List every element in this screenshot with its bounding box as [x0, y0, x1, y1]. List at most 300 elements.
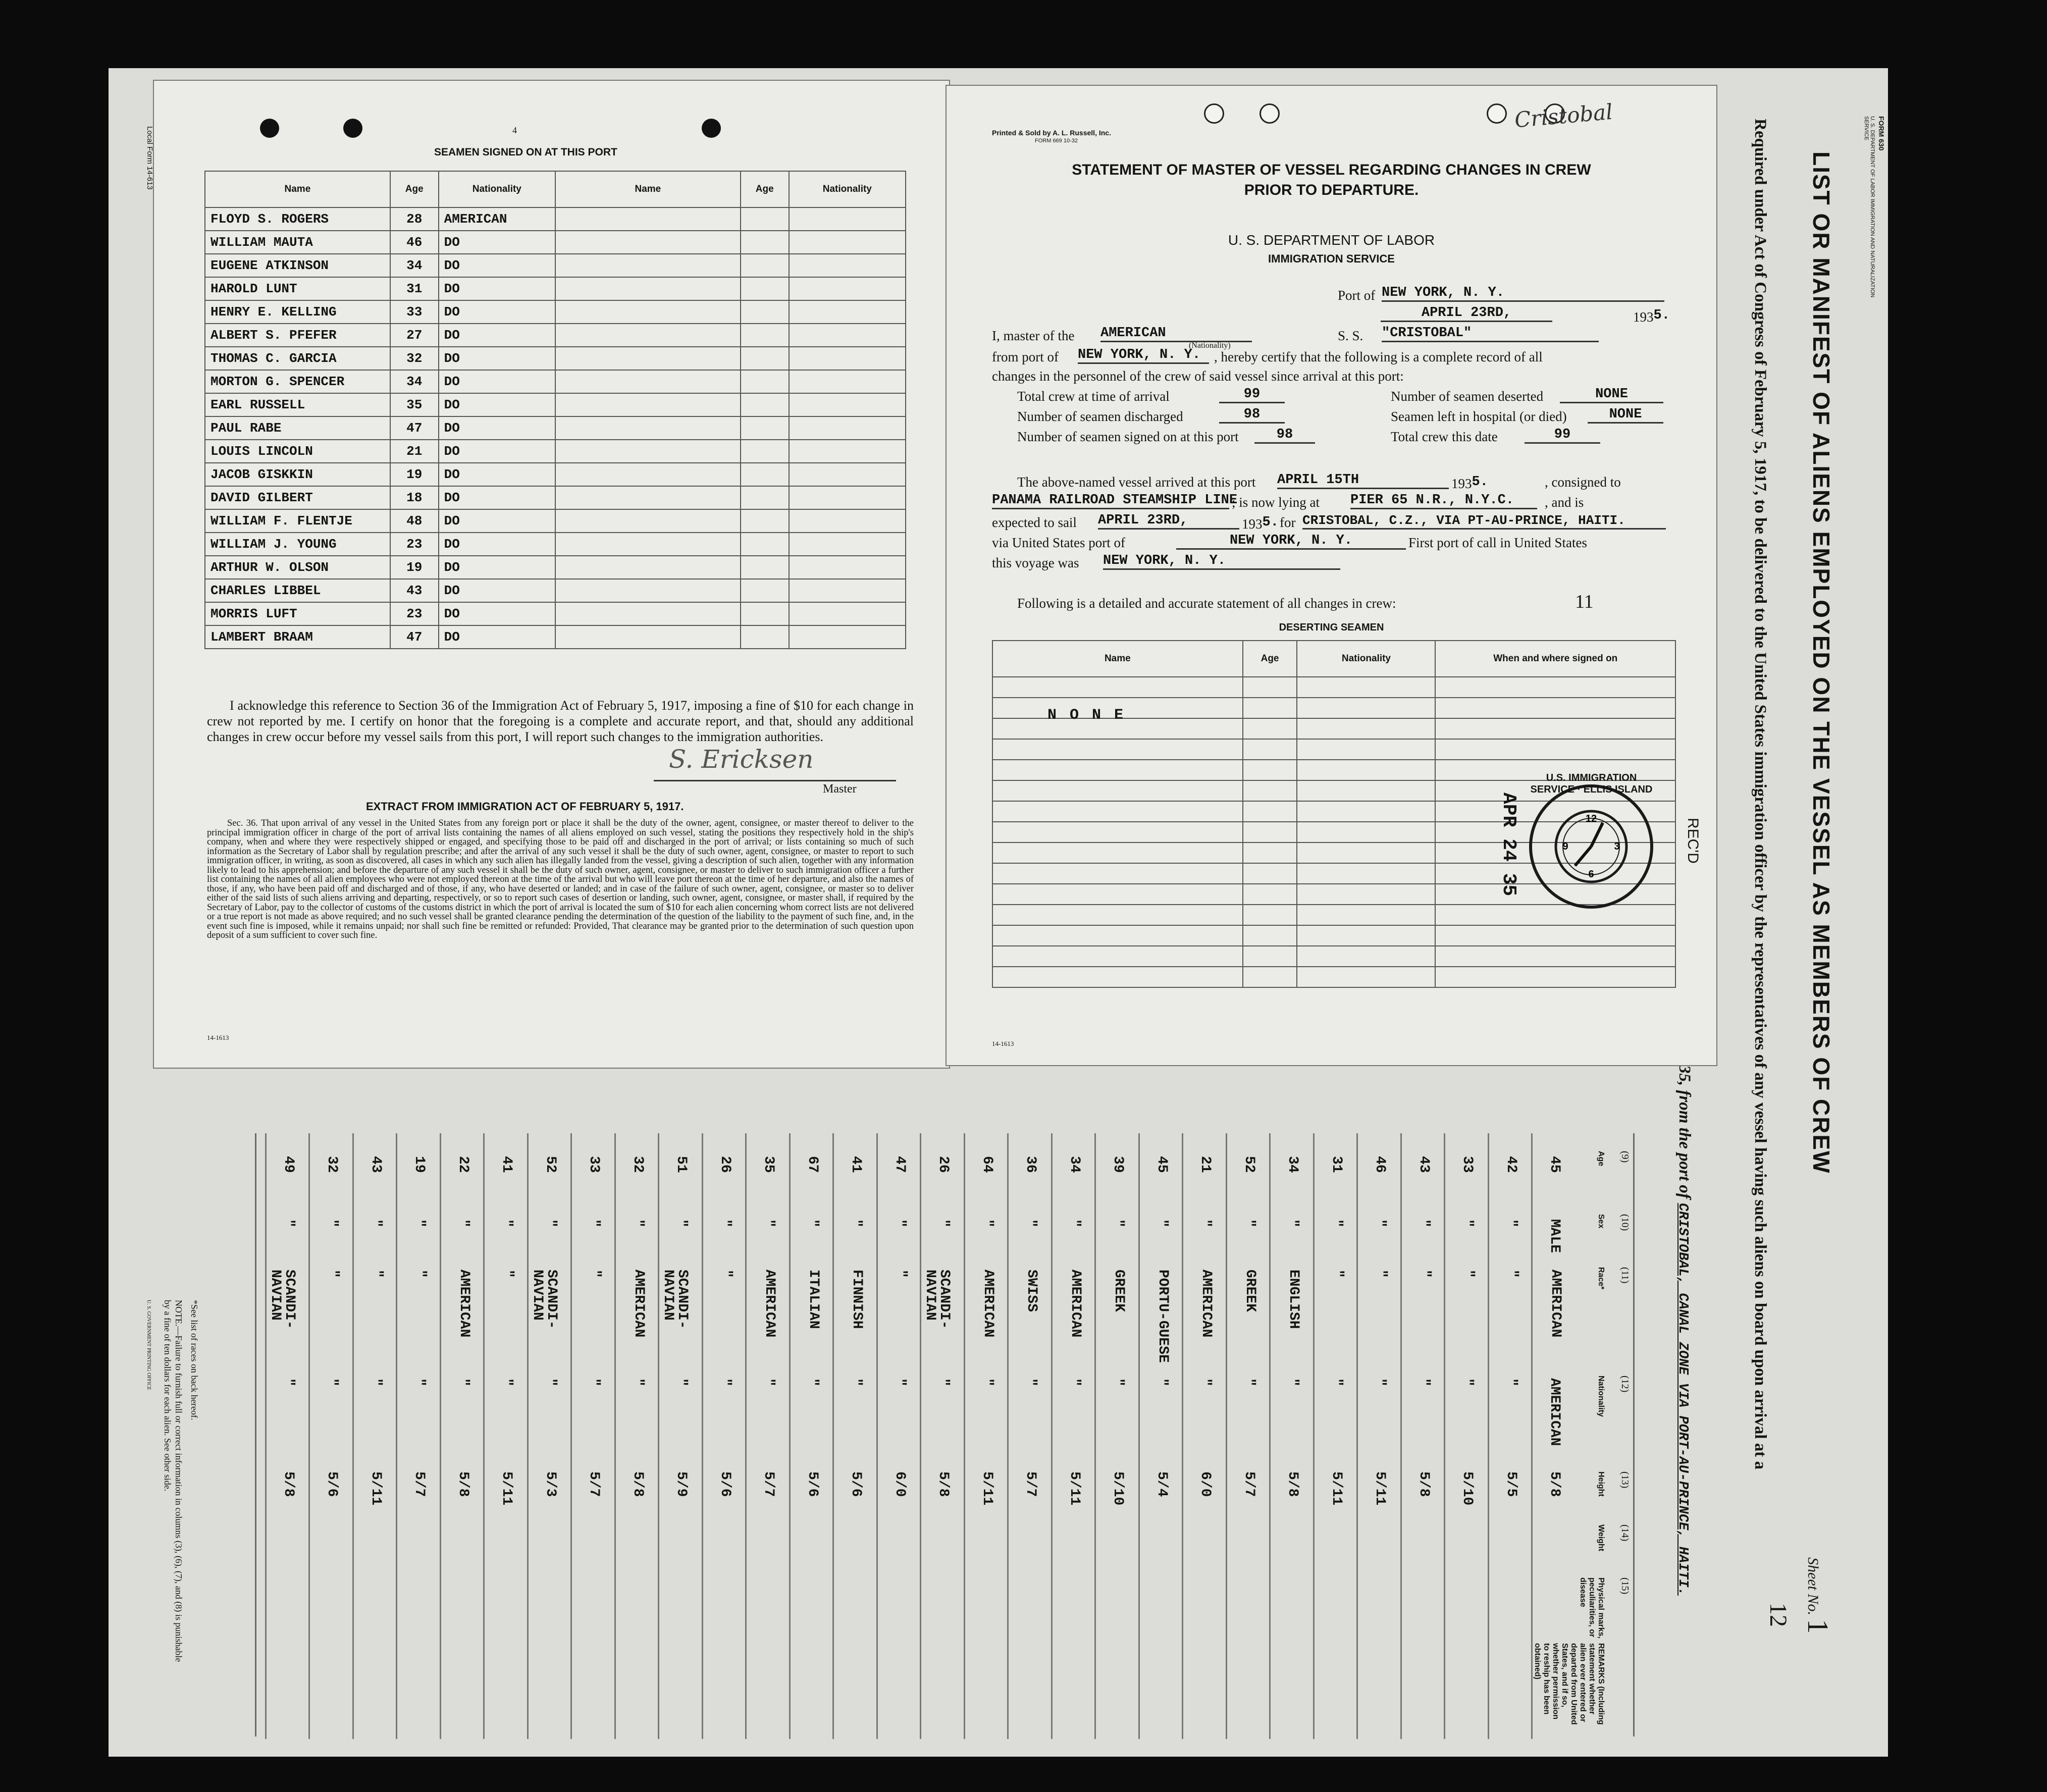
seaman-name: THOMAS C. GARCIA — [205, 347, 390, 370]
empty-cell — [1297, 760, 1435, 780]
none-entry: N O N E — [1047, 707, 1126, 724]
col-nationality-2: Nationality — [789, 171, 906, 207]
table-row — [205, 579, 906, 602]
stamp-recd: REC'D — [1685, 818, 1701, 864]
row-rule — [1356, 1133, 1358, 1739]
table-row — [992, 946, 1675, 967]
table-row — [205, 533, 906, 556]
manifest-race: AMERICAN — [980, 1270, 996, 1338]
seaman-name: WILLIAM F. FLENTJE — [205, 509, 390, 533]
manifest-sex: " — [1285, 1219, 1300, 1228]
seaman-name: LAMBERT BRAAM — [205, 625, 390, 649]
empty-cell — [1297, 967, 1435, 987]
empty-cell — [992, 905, 1243, 925]
empty-cell — [992, 842, 1243, 863]
manifest-nationality: AMERICAN — [1547, 1378, 1562, 1446]
table-row — [205, 602, 906, 625]
manifest-height: 5/7 — [1241, 1471, 1257, 1497]
manifest-sex: " — [499, 1219, 514, 1228]
col-age: Age — [390, 171, 439, 207]
signed-on-label: Number of seamen signed on at this port — [1017, 429, 1239, 444]
manifest-height: 5/11 — [1066, 1471, 1082, 1506]
empty-cell — [992, 822, 1243, 842]
table-row — [992, 967, 1675, 987]
manifest-race: AMERICAN — [631, 1270, 647, 1338]
seaman-name: EARL RUSSELL — [205, 393, 390, 416]
empty-cell — [555, 440, 741, 463]
seamen-heading: SEAMEN SIGNED ON AT THIS PORT — [434, 146, 617, 158]
manifest-sex: " — [280, 1219, 296, 1228]
manifest-nationality: " — [1153, 1378, 1170, 1387]
arrived-label: The above-named vessel arrived at this port — [1017, 475, 1256, 490]
table-row — [992, 925, 1675, 946]
from-port-label: from port of — [992, 349, 1059, 364]
port-line-prefix: 35, from the port of — [1675, 1065, 1694, 1199]
manifest-sex: " — [673, 1219, 689, 1228]
column-header: Race* — [1597, 1267, 1605, 1290]
seaman-nationality: DO — [439, 416, 555, 440]
manifest-race: " — [587, 1270, 603, 1278]
empty-cell — [741, 463, 789, 486]
seaman-nationality: DO — [439, 277, 555, 300]
manifest-age: 67 — [804, 1156, 820, 1173]
manifest-nationality: " — [1372, 1378, 1388, 1387]
empty-cell — [789, 556, 906, 579]
seaman-nationality: DO — [439, 533, 555, 556]
column-number: (10) — [1619, 1214, 1631, 1231]
manifest-height: 5/11 — [1372, 1471, 1388, 1506]
total-arrival-label: Total crew at time of arrival — [1017, 389, 1170, 404]
manifest-age: 31 — [1328, 1156, 1344, 1173]
empty-cell — [789, 602, 906, 625]
empty-cell — [992, 863, 1243, 884]
nationality-caption: (Nationality) — [1189, 341, 1231, 350]
svg-text:3: 3 — [1614, 841, 1620, 852]
arrived-year-prefix: 193 — [1451, 476, 1472, 491]
empty-cell — [1243, 801, 1297, 822]
manifest-sex: " — [717, 1219, 733, 1228]
col-nationality: Nationality — [439, 171, 555, 207]
table-row — [992, 739, 1675, 760]
manifest-nationality: " — [1459, 1378, 1475, 1387]
manifest-sex: MALE — [1547, 1219, 1562, 1253]
empty-cell — [992, 925, 1243, 946]
empty-cell — [1435, 925, 1675, 946]
changes-count: 11 — [1575, 591, 1594, 612]
seaman-nationality: DO — [439, 254, 555, 277]
row-rule — [265, 1133, 267, 1739]
seaman-nationality: DO — [439, 556, 555, 579]
service: IMMIGRATION SERVICE — [1268, 252, 1395, 265]
manifest-nationality: " — [979, 1378, 995, 1387]
seaman-age: 27 — [390, 324, 439, 347]
seaman-nationality: DO — [439, 440, 555, 463]
table-row — [205, 347, 906, 370]
manifest-race: " — [1329, 1270, 1345, 1278]
empty-cell — [789, 254, 906, 277]
row-rule — [352, 1133, 354, 1739]
row-rule — [308, 1133, 310, 1739]
manifest-race: " — [412, 1270, 428, 1278]
manifest-sex: " — [1459, 1219, 1475, 1228]
col-age-2: Age — [741, 171, 789, 207]
manifest-sex: " — [848, 1219, 864, 1228]
manifest-sex: " — [368, 1219, 384, 1228]
empty-cell — [555, 231, 741, 254]
row-rule — [658, 1133, 659, 1739]
empty-cell — [1297, 905, 1435, 925]
manifest-age: 36 — [1023, 1156, 1038, 1173]
seaman-nationality: AMERICAN — [439, 207, 555, 231]
column-number: (9) — [1619, 1151, 1631, 1163]
empty-cell — [555, 602, 741, 625]
manifest-sex: " — [935, 1219, 951, 1228]
empty-cell — [1243, 698, 1297, 718]
manifest-race: SCANDI-NAVIAN — [660, 1270, 690, 1329]
manifest-race: " — [500, 1270, 515, 1278]
col-when-signed: When and where signed on — [1435, 641, 1675, 677]
manifest-height: 5/4 — [1153, 1471, 1170, 1497]
empty-cell — [789, 486, 906, 509]
manifest-age: 64 — [979, 1156, 995, 1173]
seaman-age: 33 — [390, 300, 439, 324]
empty-cell — [992, 780, 1243, 801]
via-label: via United States port of — [992, 535, 1125, 550]
manifest-height: 5/8 — [1547, 1471, 1562, 1497]
empty-cell — [1435, 739, 1675, 760]
row-rule — [1313, 1133, 1315, 1739]
empty-cell — [992, 884, 1243, 905]
empty-cell — [741, 277, 789, 300]
for-label: for — [1280, 515, 1296, 530]
footnote-note: NOTE.—Failure to furnish full or correct information in columns (3), (6), (7), and (8) is punishable by a fine of ten dollars for each alien. See other side. — [163, 1300, 184, 1662]
manifest-nationality: " — [717, 1378, 733, 1387]
manifest-age: 51 — [673, 1156, 689, 1173]
manifest-age: 42 — [1503, 1156, 1519, 1173]
stamp-ring-text: U.S. IMMIGRATION SERVICE · ELLIS ISLAND — [1530, 772, 1653, 795]
empty-cell — [1297, 822, 1435, 842]
row-rule — [1094, 1133, 1096, 1739]
seaman-name: JACOB GISKKIN — [205, 463, 390, 486]
manifest-nationality: " — [1110, 1378, 1126, 1387]
manifest-sex: " — [542, 1219, 558, 1228]
manifest-nationality: " — [1023, 1378, 1038, 1387]
empty-cell — [789, 347, 906, 370]
row-rule — [1226, 1133, 1227, 1739]
seaman-name: LOUIS LINCOLN — [205, 440, 390, 463]
manifest-sex: " — [979, 1219, 995, 1228]
seaman-nationality: DO — [439, 579, 555, 602]
manifest-age: 22 — [455, 1156, 471, 1173]
manifest-height: 5/6 — [324, 1471, 340, 1497]
seaman-nationality: DO — [439, 300, 555, 324]
punch-hole — [260, 119, 279, 138]
empty-cell — [1435, 967, 1675, 987]
empty-cell — [555, 625, 741, 649]
empty-cell — [555, 277, 741, 300]
discharged-value: 98 — [1219, 407, 1285, 424]
manifest-height: 5/5 — [1503, 1471, 1519, 1497]
table-row — [205, 556, 906, 579]
manifest-height: 5/6 — [717, 1471, 733, 1497]
manifest-height: 5/8 — [1285, 1471, 1300, 1497]
column-header: REMARKS (Including statement whether alien ever entered or departed from United States, and if so, whether permission to reship has been obtained) — [1533, 1643, 1605, 1725]
manifest-nationality: " — [1415, 1378, 1432, 1387]
year-prefix: 193 — [1633, 309, 1654, 325]
manifest-nationality: " — [324, 1378, 340, 1387]
seaman-name: WILLIAM MAUTA — [205, 231, 390, 254]
ss-label: S. S. — [1338, 328, 1363, 343]
table-row — [205, 207, 906, 231]
row-rule — [1007, 1133, 1009, 1739]
manifest-nationality: " — [1241, 1378, 1257, 1387]
manifest-sex: " — [1066, 1219, 1082, 1228]
seaman-age: 21 — [390, 440, 439, 463]
row-rule — [1400, 1133, 1402, 1739]
port-line-value: CRISTOBAL, CANAL ZONE VIA PORT-AU-PRINCE, HAITI. — [1675, 1203, 1690, 1596]
statement-subtitle: PRIOR TO DEPARTURE. — [1244, 182, 1419, 198]
seaman-nationality: DO — [439, 324, 555, 347]
manifest-age: 49 — [280, 1156, 296, 1173]
extract-title: EXTRACT FROM IMMIGRATION ACT OF FEBRUARY 5, 1917. — [366, 800, 684, 813]
empty-cell — [555, 370, 741, 393]
deserting-heading: DESERTING SEAMEN — [1279, 622, 1384, 633]
left-sheet — [154, 81, 949, 1068]
column-header: Physical marks, peculiarities, or disease — [1579, 1577, 1605, 1639]
empty-cell — [741, 602, 789, 625]
manifest-sex: " — [1153, 1219, 1170, 1228]
port-value: NEW YORK, N. Y. — [1382, 285, 1664, 302]
signed-on-value: 98 — [1254, 427, 1315, 444]
manifest-sex: " — [1503, 1219, 1519, 1228]
extract-text: Sec. 36. That upon arrival of any vessel in the United States from any foreign port or place it shall be the duty of the owner, agent, consignee, or master thereof to deliver to the principal immigration officer in charge of the port of arrival lists containing the names of all aliens employed on such vessel, stating the positions they respectively hold in the ship's company, when and where they were respectively shipped or engaged, and specifying those to be paid off and discharged in the port of arrival; or lists containing so much of such information as the Secretary of Labor shall by regulation prescribe; and after the arrival of any such vessel it shall be the duty of such owner, agent, consignee, or master to report to such immigration officer, in writing, as soon as discovered, all cases in which any such alien has illegally landed from the vessel, giving a description of such alien, together with any information likely to lead to his apprehension; and before the departure of any such vessel it shall be the duty of such owner, agent, consignee, or master to deliver to such immigration officer a further list containing the names of all alien employees who were not employed thereon at the time of the arrival but who will leave port thereon at the time of her departure, and also the names of those, if any, who have been paid off and discharged and of those, if any, who have deserted or landed; and in case of the failure of such owner, agent, consignee, or master so to deliver either of the said lists of such aliens arriving and departing, respectively, or so to report such cases of desertion or landing, such owner, agent, consignee, or master shall, if required by the Secretary of Labor, pay to the collector of customs of the customs district in which the port of arrival is located the sum of $10 for each alien concerning whom correct lists are not delivered or a true report is not made as above required; and no such vessel shall be granted clearance pending the determination of the question of the liability to the payment of such fine, and, in the event such fine is imposed, while it remains unpaid; nor shall such fine be remitted or refunded: Provided, That clearance may be granted prior to the determination of such question upon deposit of a sum sufficient to cover such fine. — [207, 818, 914, 940]
empty-cell — [555, 393, 741, 416]
manifest-height: 5/11 — [499, 1471, 514, 1506]
seaman-name: DAVID GILBERT — [205, 486, 390, 509]
arrived-year-suffix: 5. — [1472, 475, 1488, 490]
empty-cell — [741, 347, 789, 370]
manifest-race: SWISS — [1024, 1270, 1039, 1312]
seaman-age: 23 — [390, 602, 439, 625]
empty-cell — [741, 579, 789, 602]
seaman-age: 34 — [390, 254, 439, 277]
sheet-label: Sheet No. — [1805, 1557, 1821, 1615]
seaman-age: 19 — [390, 556, 439, 579]
manifest-age: 34 — [1285, 1156, 1300, 1173]
manifest-height: 5/11 — [368, 1471, 384, 1506]
manifest-age: 39 — [1110, 1156, 1126, 1173]
seaman-age: 34 — [390, 370, 439, 393]
manifest-age: 21 — [1197, 1156, 1213, 1173]
total-date-value: 99 — [1525, 427, 1600, 444]
row-rule — [396, 1133, 397, 1739]
empty-cell — [992, 739, 1243, 760]
seaman-name: HAROLD LUNT — [205, 277, 390, 300]
empty-cell — [1297, 925, 1435, 946]
empty-cell — [789, 509, 906, 533]
empty-cell — [741, 556, 789, 579]
manifest-nationality: " — [280, 1378, 296, 1387]
column-header: Height — [1597, 1471, 1605, 1497]
empty-cell — [1243, 780, 1297, 801]
empty-cell — [789, 440, 906, 463]
manifest-age: 47 — [891, 1156, 908, 1173]
empty-cell — [741, 533, 789, 556]
table-row — [205, 254, 906, 277]
master-of-label: I, master of the — [992, 328, 1075, 343]
row-rule — [876, 1133, 878, 1739]
manifest-race: SCANDI-NAVIAN — [529, 1270, 559, 1329]
manifest-age: 19 — [411, 1156, 427, 1173]
seaman-name: WILLIAM J. YOUNG — [205, 533, 390, 556]
svg-text:9: 9 — [1562, 841, 1568, 852]
date-value: APRIL 23RD, — [1381, 305, 1552, 322]
seaman-name: FLOYD S. ROGERS — [205, 207, 390, 231]
total-arrival-value: 99 — [1219, 387, 1285, 403]
manifest-height: 5/8 — [280, 1471, 296, 1497]
hospital-label: Seamen left in hospital (or died) — [1391, 409, 1567, 424]
table-row — [992, 677, 1675, 698]
empty-cell — [789, 300, 906, 324]
empty-cell — [992, 946, 1243, 967]
manifest-sex: " — [804, 1219, 820, 1228]
voyage-value: NEW YORK, N. Y. — [1103, 553, 1340, 570]
empty-cell — [1243, 967, 1297, 987]
sheet-stamp: 12 — [1765, 1603, 1792, 1627]
empty-cell — [789, 579, 906, 602]
manifest-nationality: " — [586, 1378, 602, 1387]
manifest-age: 35 — [761, 1156, 776, 1173]
empty-cell — [789, 207, 906, 231]
ring-hole — [1259, 103, 1280, 124]
discharged-label: Number of seamen discharged — [1017, 409, 1183, 424]
manifest-race: ENGLISH — [1286, 1270, 1301, 1329]
empty-cell — [1297, 946, 1435, 967]
manifest-race: " — [1504, 1270, 1520, 1278]
empty-cell — [992, 760, 1243, 780]
manifest-height: 5/8 — [935, 1471, 951, 1497]
empty-cell — [555, 509, 741, 533]
seaman-age: 32 — [390, 347, 439, 370]
row-rule — [964, 1133, 965, 1739]
table-row — [205, 277, 906, 300]
manifest-race: AMERICAN — [762, 1270, 777, 1338]
empty-cell — [1243, 925, 1297, 946]
manifest-nationality: " — [1285, 1378, 1300, 1387]
master-signature: S. Ericksen — [669, 745, 814, 774]
empty-cell — [1243, 739, 1297, 760]
manifest-age: 33 — [1459, 1156, 1475, 1173]
manifest-sex: " — [1197, 1219, 1213, 1228]
seaman-nationality: DO — [439, 347, 555, 370]
andis-label: , and is — [1545, 495, 1584, 510]
seaman-age: 23 — [390, 533, 439, 556]
acknowledgement-text: I acknowledge this reference to Section 36 of the Immigration Act of February 5, 1917, imposing a fine of $10 for each change in crew not reported by me. I certify on honor that the foregoing is a complete and accurate report, and that, should any additional changes in crew occur before my vessel sails from this port, I will report such changes to the immigration authorities. — [207, 698, 914, 744]
expected-year-prefix: 193 — [1242, 516, 1263, 532]
manifest-height: 5/8 — [455, 1471, 471, 1497]
manifest-race: SCANDI-NAVIAN — [922, 1270, 952, 1329]
manifest-sex: " — [1372, 1219, 1388, 1228]
empty-cell — [741, 300, 789, 324]
seaman-name: MORTON G. SPENCER — [205, 370, 390, 393]
manifest-sex: " — [629, 1219, 646, 1228]
seaman-name: PAUL RABE — [205, 416, 390, 440]
row-rule — [1444, 1133, 1445, 1739]
year-suffix: 5. — [1653, 308, 1670, 323]
row-rule — [1488, 1133, 1489, 1739]
manifest-nationality: " — [891, 1378, 908, 1387]
seaman-age: 18 — [390, 486, 439, 509]
manifest-height: 5/7 — [761, 1471, 776, 1497]
empty-cell — [1243, 905, 1297, 925]
empty-cell — [555, 300, 741, 324]
certify-text: , hereby certify that the following is a complete record of all — [1214, 349, 1543, 364]
expected-year-suffix: 5. — [1262, 515, 1279, 530]
empty-cell — [992, 801, 1243, 822]
empty-cell — [741, 625, 789, 649]
manifest-age: 26 — [935, 1156, 951, 1173]
column-header: Weight — [1597, 1524, 1605, 1552]
manifest-height: 5/8 — [1415, 1471, 1432, 1497]
manifest-sex: " — [411, 1219, 427, 1228]
manifest-subtitle: Required under Act of Congress of February 5, 1917, to be delivered to the United States immigration officer by the representatives of any vessel having such aliens on board upon arrival at a — [1751, 119, 1769, 1469]
row-rule — [1269, 1133, 1271, 1739]
column-number: (11) — [1619, 1267, 1631, 1284]
empty-cell — [555, 207, 741, 231]
statement-title: STATEMENT OF MASTER OF VESSEL REGARDING CHANGES IN CREW — [1072, 162, 1591, 178]
manifest-height: 5/10 — [1459, 1471, 1475, 1506]
manifest-race: AMERICAN — [1198, 1270, 1214, 1338]
via-value: NEW YORK, N. Y. — [1176, 533, 1406, 550]
manifest-race: GREEK — [1111, 1270, 1127, 1312]
empty-cell — [741, 231, 789, 254]
manifest-age: 45 — [1547, 1156, 1562, 1173]
seaman-age: 43 — [390, 579, 439, 602]
ring-hole — [1204, 103, 1224, 124]
empty-cell — [1297, 842, 1435, 863]
manifest-height: 5/7 — [586, 1471, 602, 1497]
first-call-label: First port of call in United States — [1408, 535, 1587, 550]
manifest-title: LIST OR MANIFEST OF ALIENS EMPLOYED ON THE VESSEL AS MEMBERS OF CREW — [1808, 151, 1834, 1174]
empty-cell — [741, 440, 789, 463]
empty-cell — [741, 370, 789, 393]
expected-value: APRIL 23RD, — [1098, 513, 1239, 530]
column-header: Age — [1597, 1151, 1605, 1167]
empty-cell — [1297, 780, 1435, 801]
col-name: Name — [992, 641, 1243, 677]
consigned-label: , consigned to — [1545, 475, 1621, 490]
arrived-year — [1451, 475, 1488, 492]
table-row — [205, 300, 906, 324]
seamen-table — [204, 171, 906, 649]
row-rule — [789, 1133, 791, 1739]
seaman-nationality: DO — [439, 509, 555, 533]
seaman-nationality: DO — [439, 370, 555, 393]
manifest-port-line — [1675, 1065, 1694, 1596]
department: U. S. DEPARTMENT OF LABOR — [1228, 232, 1435, 248]
sheet-no-value: 1 — [1802, 1619, 1834, 1634]
total-date-label: Total crew this date — [1391, 429, 1498, 444]
empty-cell — [741, 393, 789, 416]
nationality-value: AMERICAN — [1100, 326, 1252, 342]
row-rule — [1051, 1133, 1053, 1739]
seaman-nationality: DO — [439, 625, 555, 649]
manifest-race: AMERICAN — [1548, 1270, 1563, 1338]
manifest-race: " — [1373, 1270, 1389, 1278]
col-name-2: Name — [555, 171, 741, 207]
manifest-age: 26 — [717, 1156, 733, 1173]
table-row — [205, 509, 906, 533]
